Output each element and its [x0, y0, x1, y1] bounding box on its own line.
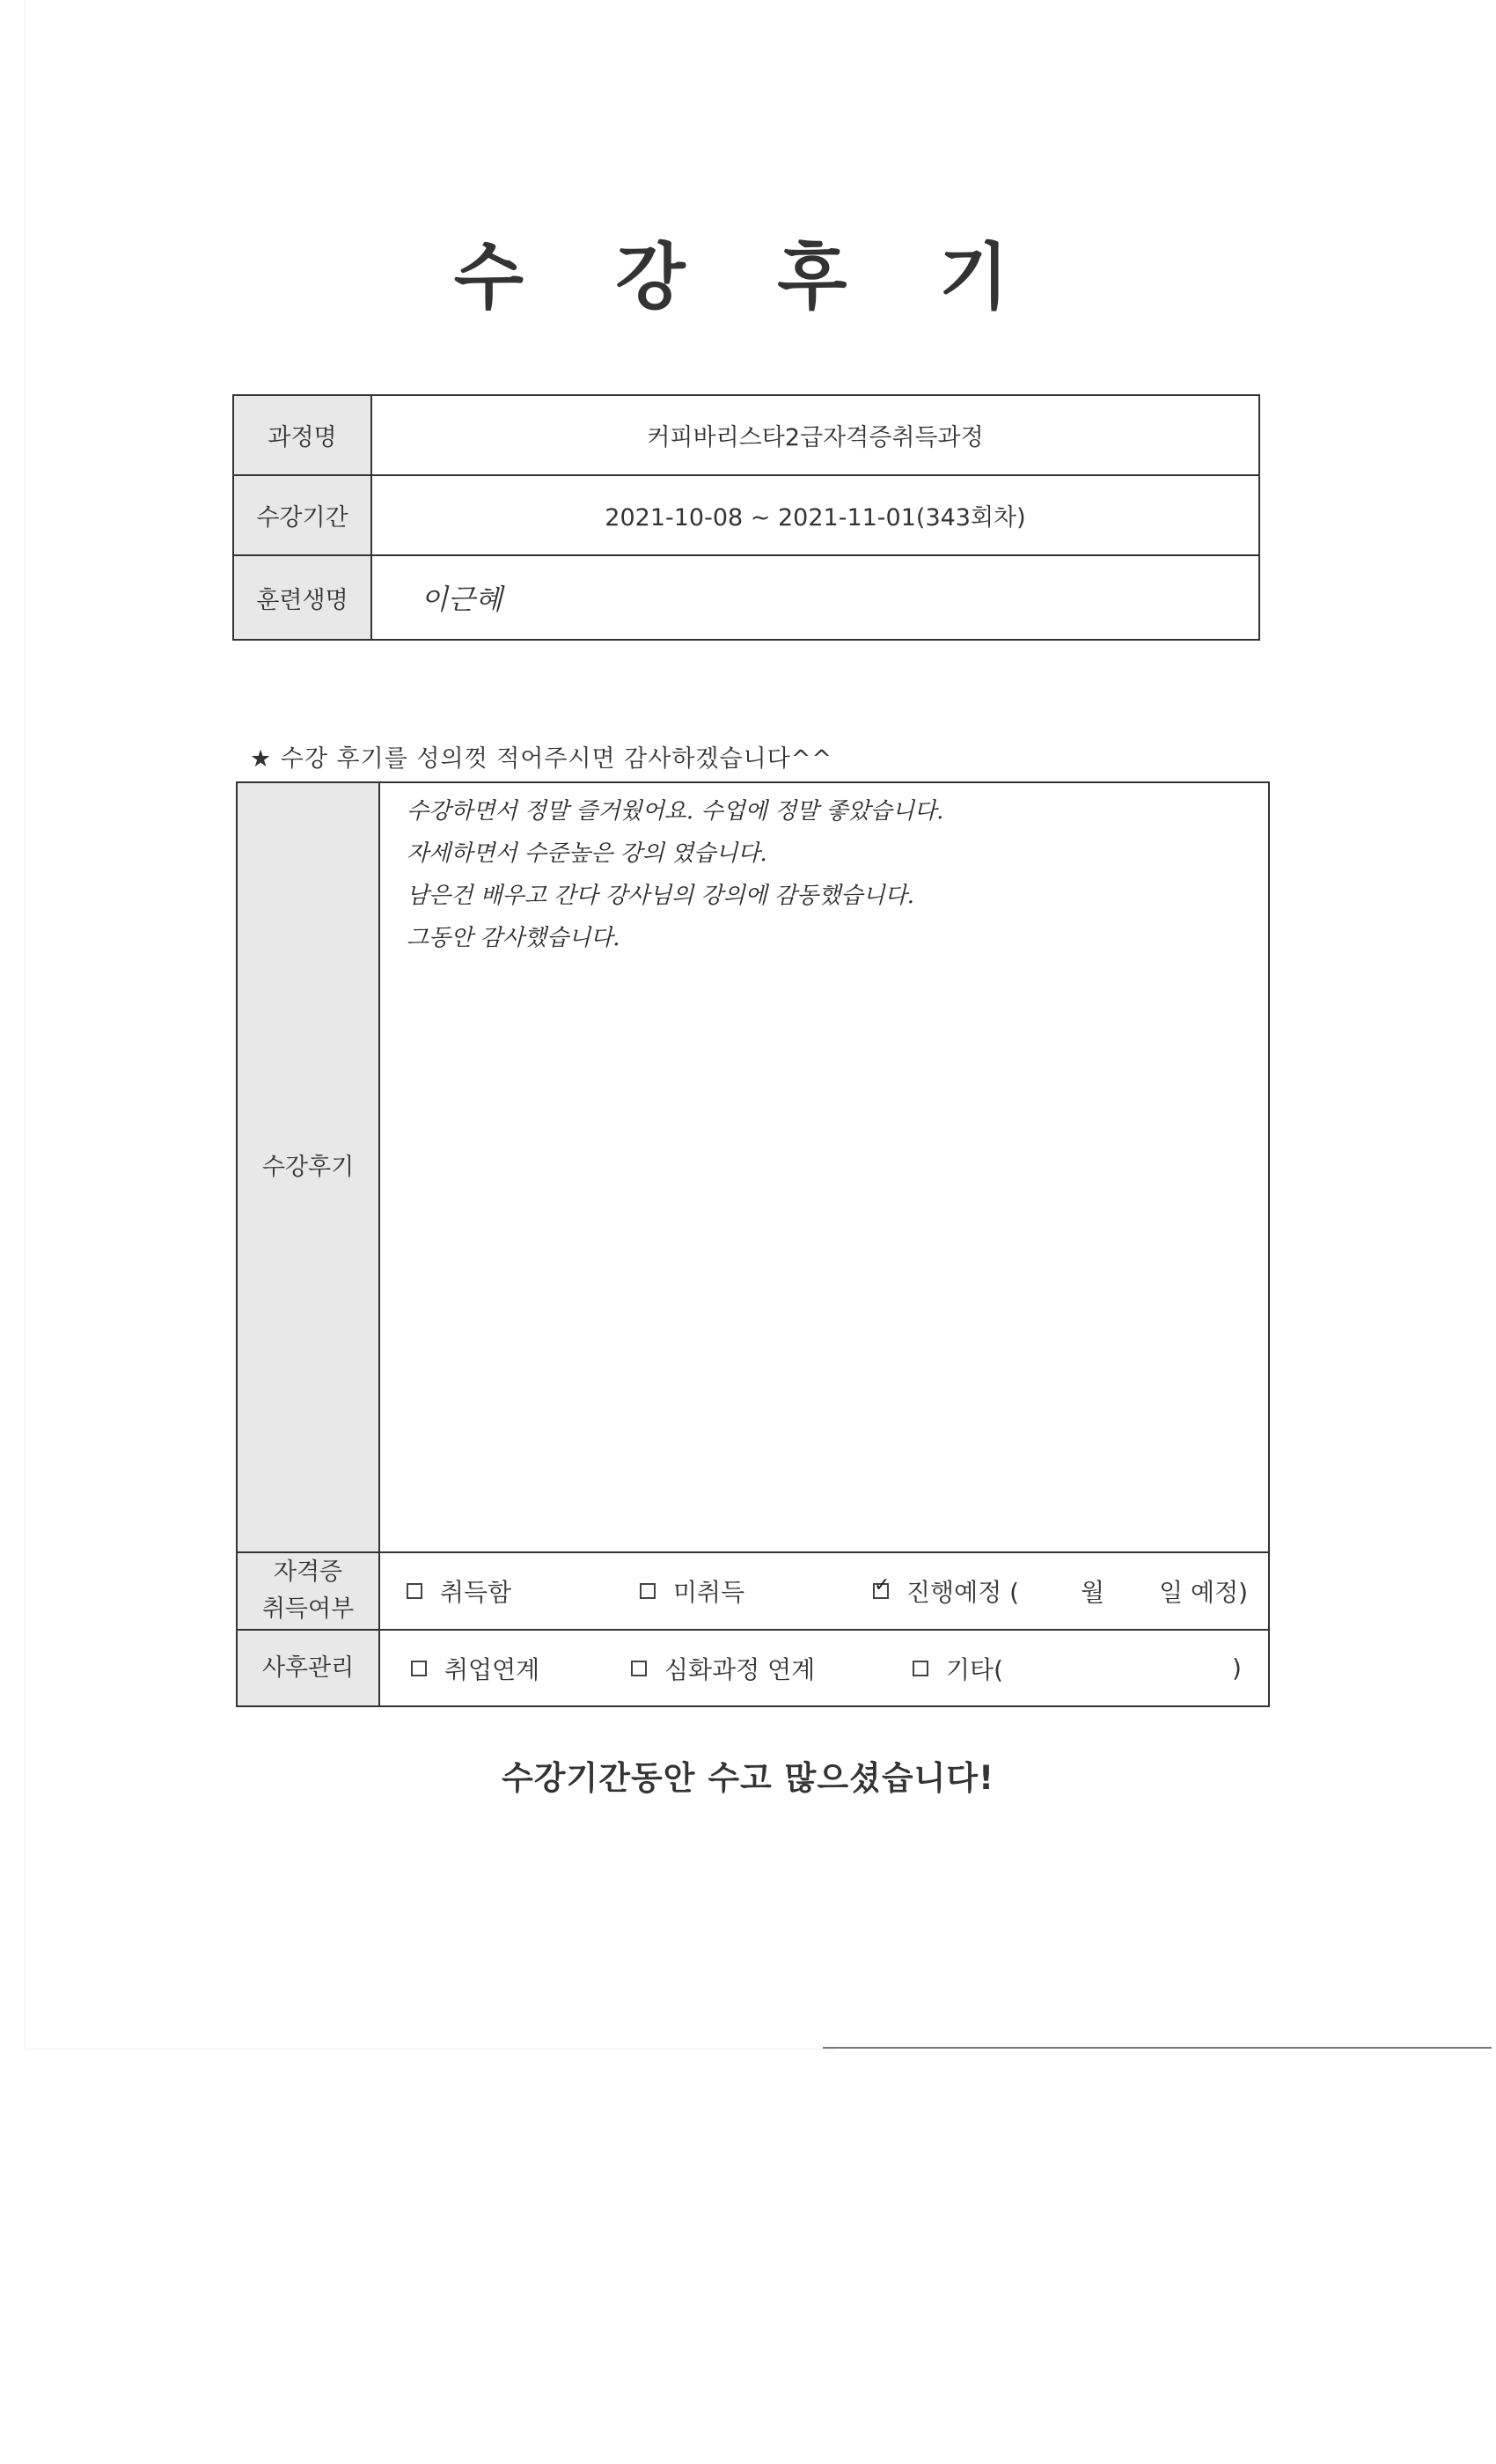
course-name-label: 과정명	[233, 395, 371, 475]
review-notice: ★ 수강 후기를 성의껏 적어주시면 감사하겠습니다^^	[250, 745, 833, 773]
checkbox[interactable]	[913, 1661, 928, 1676]
trainee-row	[233, 555, 1259, 640]
option-not-acquired[interactable]	[640, 1573, 873, 1609]
certificate-label-line2: 취득여부	[261, 1595, 355, 1623]
option-label: 기타(	[946, 1654, 1004, 1684]
checkbox[interactable]	[411, 1661, 427, 1676]
certificate-row	[237, 1552, 1269, 1630]
month-unit: 월	[1081, 1578, 1105, 1607]
option-label: 진행예정 (	[906, 1578, 1020, 1607]
close-paren: )	[1232, 1654, 1242, 1683]
option-label: 심화과정 연계	[664, 1654, 816, 1684]
checkbox[interactable]	[640, 1583, 656, 1599]
aftercare-options	[379, 1630, 1269, 1706]
option-job-link[interactable]	[411, 1651, 631, 1686]
course-name-value: 커피바리스타2급자격증취득과정	[371, 395, 1259, 475]
review-row	[237, 782, 1269, 1552]
option-label: 취득함	[440, 1578, 512, 1607]
certificate-options	[379, 1552, 1269, 1630]
closing-message: 수강기간동안 수고 많으셨습니다!	[501, 1759, 995, 1797]
review-line: 수강하면서 정말 즐거웠어요. 수업에 정말 좋았습니다.	[407, 798, 944, 825]
aftercare-label: 사후관리	[237, 1630, 379, 1706]
certificate-label-line1: 자격증	[273, 1558, 343, 1587]
option-label: 미취득	[673, 1578, 745, 1607]
trainee-name-handwritten: 이근혜	[421, 583, 502, 616]
review-line: 남은건 배우고 간다 강사님의 강의에 감동했습니다.	[407, 883, 915, 909]
option-label: 취업연계	[444, 1654, 540, 1684]
option-other[interactable]	[913, 1651, 1242, 1686]
review-line: 자세하면서 수준높은 강의 였습니다.	[407, 840, 767, 867]
certificate-label	[237, 1552, 379, 1630]
checkbox[interactable]	[631, 1661, 647, 1676]
course-period-value: 2021-10-08 ~ 2021-11-01(343회차)	[371, 475, 1259, 555]
review-table	[236, 781, 1270, 1707]
page-title: 수 강 후 기	[453, 236, 1043, 319]
scan-line	[823, 2047, 1492, 2049]
option-advanced-course[interactable]	[631, 1651, 913, 1686]
option-acquired[interactable]	[407, 1573, 640, 1609]
day-unit: 일 예정)	[1159, 1578, 1249, 1607]
trainee-signature	[371, 555, 1259, 640]
option-scheduled[interactable]	[873, 1573, 1248, 1609]
course-period-row	[233, 475, 1259, 555]
trainee-label: 훈련생명	[233, 555, 371, 640]
course-period-label: 수강기간	[233, 475, 371, 555]
review-line: 그동안 감사했습니다.	[407, 925, 620, 951]
scan-edge	[25, 2049, 834, 2050]
checkbox-checked[interactable]	[873, 1583, 889, 1599]
course-name-row	[233, 395, 1259, 475]
course-info-table	[232, 394, 1260, 641]
review-label: 수강후기	[237, 782, 379, 1552]
checkbox[interactable]	[407, 1583, 422, 1599]
review-content	[379, 782, 1269, 1552]
aftercare-row	[237, 1630, 1269, 1706]
